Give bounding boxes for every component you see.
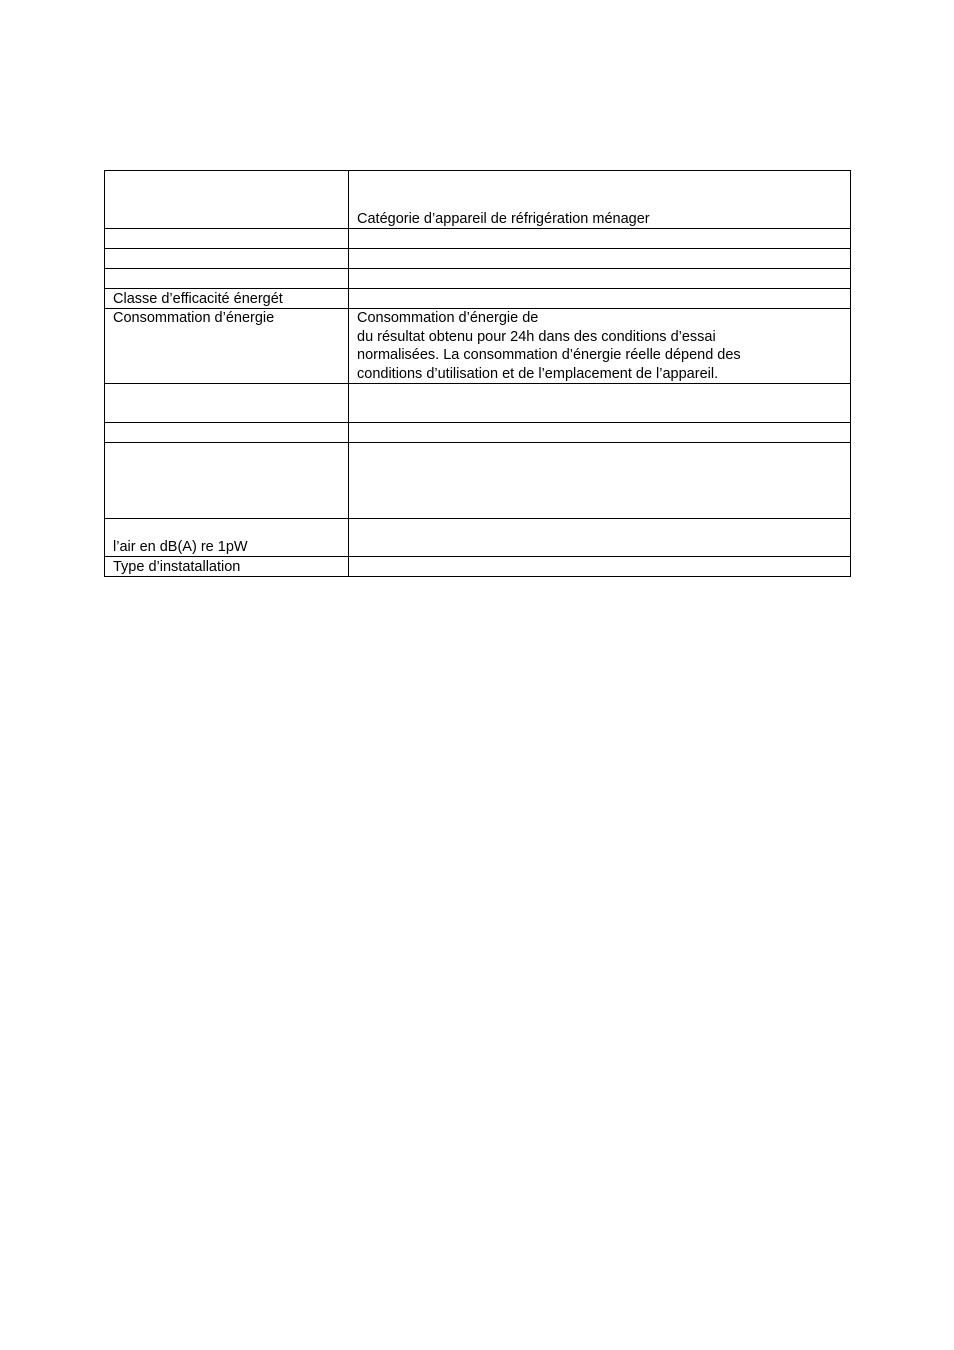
category-value: Catégorie d’appareil de réfrigération ménager <box>349 171 851 229</box>
noise-value <box>349 519 851 557</box>
table-row <box>105 557 851 577</box>
description-line: Consommation d’énergie de <box>357 310 539 326</box>
row-label <box>105 443 349 519</box>
appliance-spec-table <box>104 170 851 577</box>
table-row <box>105 249 851 269</box>
row-label <box>105 269 349 289</box>
row-value <box>349 384 851 423</box>
energy-consumption-description <box>349 309 851 384</box>
row-value <box>349 443 851 519</box>
table-row <box>105 171 851 229</box>
row-label <box>105 171 349 229</box>
row-label <box>105 423 349 443</box>
installation-type-label: Type d’instatallation <box>105 557 349 577</box>
description-line: du résultat obtenu pour 24h dans des conditions d’essai <box>357 328 716 345</box>
energy-class-value <box>349 289 851 309</box>
table-row <box>105 289 851 309</box>
description-line: conditions d’utilisation et de l’emplacement de l’appareil. <box>357 365 719 382</box>
table-row <box>105 269 851 289</box>
energy-class-label: Classe d’efficacité énergét <box>105 289 349 309</box>
table-row <box>105 229 851 249</box>
table-row <box>105 384 851 423</box>
row-label <box>105 249 349 269</box>
description-line: normalisées. La consommation d’énergie réelle dépend des <box>357 347 741 363</box>
table-row <box>105 309 851 384</box>
row-value <box>349 269 851 289</box>
energy-consumption-label: Consommation d’énergie <box>105 309 349 384</box>
row-value <box>349 249 851 269</box>
table-row <box>105 519 851 557</box>
installation-type-value <box>349 557 851 577</box>
row-label <box>105 229 349 249</box>
row-value <box>349 423 851 443</box>
noise-label: l’air en dB(A) re 1pW <box>105 519 349 557</box>
table-row <box>105 443 851 519</box>
row-label <box>105 384 349 423</box>
row-value <box>349 229 851 249</box>
table-row <box>105 423 851 443</box>
